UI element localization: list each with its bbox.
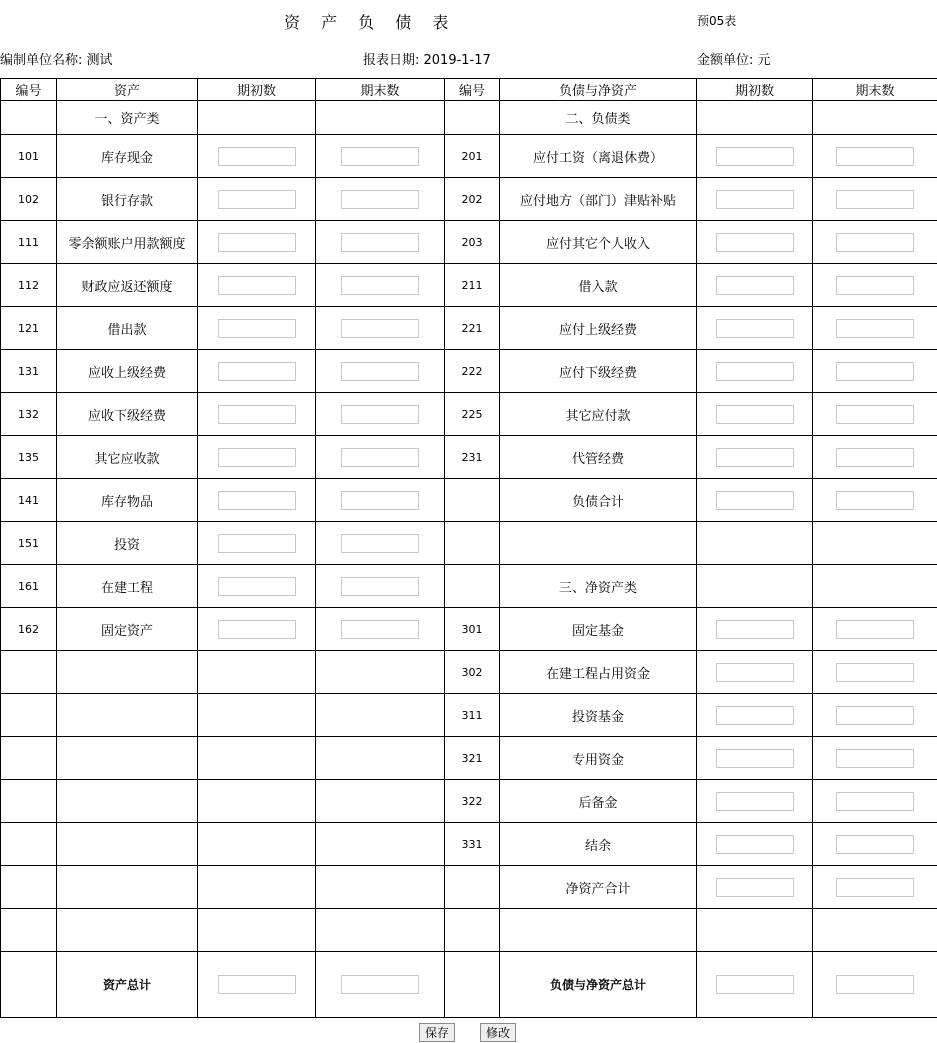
table-row	[1, 909, 937, 952]
liab-name: 应付上级经费	[500, 307, 697, 350]
liab-name: 应付其它个人收入	[500, 221, 697, 264]
asset-code	[1, 780, 57, 823]
cell-empty	[198, 101, 316, 135]
liab-begin-cell	[697, 178, 813, 221]
liab-name: 固定基金	[500, 608, 697, 651]
asset-name: 零余额账户用款额度	[57, 221, 198, 264]
asset-name: 应收上级经费	[57, 350, 198, 393]
table-row	[1, 780, 937, 823]
liab-code: 302	[445, 651, 500, 694]
liab-name: 三、净资产类	[500, 565, 697, 608]
cell-empty	[445, 101, 500, 135]
table-row	[1, 694, 937, 737]
liab-code: 331	[445, 823, 500, 866]
form-number: 预05表	[697, 14, 737, 28]
money-unit: 金额单位: 元	[697, 53, 771, 68]
liab-total-begin-input[interactable]	[716, 975, 794, 994]
liab-begin-input[interactable]	[716, 878, 794, 897]
liab-end-input[interactable]	[836, 706, 914, 725]
liab-begin-cell	[697, 608, 813, 651]
liab-begin-input[interactable]	[716, 233, 794, 252]
col-header-liab-code: 编号	[445, 79, 500, 101]
liab-begin-cell	[697, 651, 813, 694]
liab-code: 231	[445, 436, 500, 479]
asset-begin-input[interactable]	[218, 577, 296, 596]
table-row	[1, 651, 937, 694]
asset-code	[1, 909, 57, 952]
liab-name	[500, 522, 697, 565]
liab-code	[445, 909, 500, 952]
asset-end-cell	[316, 823, 445, 866]
liab-begin-input[interactable]	[716, 491, 794, 510]
unit-name: 编制单位名称: 测试	[0, 53, 113, 68]
liab-begin-input[interactable]	[716, 319, 794, 338]
asset-name	[57, 737, 198, 780]
liab-begin-input[interactable]	[716, 835, 794, 854]
asset-begin-cell	[198, 522, 316, 565]
asset-begin-input[interactable]	[218, 276, 296, 295]
col-header-asset: 资产	[57, 79, 198, 101]
asset-end-cell	[316, 221, 445, 264]
liab-begin-input[interactable]	[716, 405, 794, 424]
liab-end-input[interactable]	[836, 362, 914, 381]
asset-code	[1, 694, 57, 737]
asset-name: 应收下级经费	[57, 393, 198, 436]
asset-begin-cell	[198, 694, 316, 737]
asset-end-cell	[316, 780, 445, 823]
asset-begin-cell	[198, 565, 316, 608]
asset-begin-input[interactable]	[218, 448, 296, 467]
totals-row	[1, 952, 937, 1018]
asset-begin-input[interactable]	[218, 491, 296, 510]
asset-end-input[interactable]	[341, 362, 419, 381]
liab-end-cell	[813, 135, 937, 178]
liab-end-input[interactable]	[836, 276, 914, 295]
table-row	[1, 221, 937, 264]
liab-end-input[interactable]	[836, 620, 914, 639]
asset-end-cell	[316, 307, 445, 350]
liab-begin-input[interactable]	[716, 792, 794, 811]
asset-name: 银行存款	[57, 178, 198, 221]
liab-end-input[interactable]	[836, 448, 914, 467]
liab-begin-input[interactable]	[716, 749, 794, 768]
asset-name: 在建工程	[57, 565, 198, 608]
asset-end-input[interactable]	[341, 405, 419, 424]
asset-code: 101	[1, 135, 57, 178]
liab-begin-input[interactable]	[716, 362, 794, 381]
liab-code: 321	[445, 737, 500, 780]
liab-begin-cell	[697, 135, 813, 178]
liab-end-cell	[813, 393, 937, 436]
asset-name: 库存现金	[57, 135, 198, 178]
modify-button[interactable]: 修改	[480, 1023, 516, 1042]
asset-begin-cell	[198, 307, 316, 350]
asset-begin-input[interactable]	[218, 147, 296, 166]
balance-sheet-table	[0, 78, 937, 1018]
table-row	[1, 436, 937, 479]
liab-end-input[interactable]	[836, 233, 914, 252]
table-row	[1, 307, 937, 350]
liab-name: 后备金	[500, 780, 697, 823]
asset-begin-cell	[198, 221, 316, 264]
section-liabilities: 二、负债类	[500, 101, 697, 135]
liab-name	[500, 909, 697, 952]
liab-code: 202	[445, 178, 500, 221]
asset-end-cell	[316, 479, 445, 522]
liab-begin-cell	[697, 264, 813, 307]
liab-begin-cell	[697, 307, 813, 350]
liab-code	[445, 866, 500, 909]
liab-end-cell	[813, 608, 937, 651]
asset-end-input[interactable]	[341, 319, 419, 338]
liab-end-input[interactable]	[836, 147, 914, 166]
liab-begin-cell	[697, 393, 813, 436]
liab-name: 其它应付款	[500, 393, 697, 436]
liab-end-cell	[813, 350, 937, 393]
cell-empty	[697, 101, 813, 135]
asset-name: 财政应返还额度	[57, 264, 198, 307]
asset-end-cell	[316, 350, 445, 393]
header-row	[1, 79, 937, 101]
asset-begin-cell	[198, 436, 316, 479]
liab-name: 专用资金	[500, 737, 697, 780]
asset-begin-cell	[198, 479, 316, 522]
asset-code	[1, 651, 57, 694]
section-row	[1, 101, 937, 135]
liab-end-cell	[813, 823, 937, 866]
liab-end-cell	[813, 479, 937, 522]
liab-end-cell	[813, 307, 937, 350]
report-title: 资 产 负 债 表	[284, 13, 457, 32]
asset-end-input[interactable]	[341, 620, 419, 639]
asset-end-input[interactable]	[341, 147, 419, 166]
liab-total-label: 负债与净资产总计	[500, 952, 697, 1018]
assets-total-begin-input[interactable]	[218, 975, 296, 994]
liab-end-cell	[813, 522, 937, 565]
liab-end-cell	[813, 565, 937, 608]
liab-begin-input[interactable]	[716, 620, 794, 639]
asset-code: 112	[1, 264, 57, 307]
asset-begin-cell	[198, 651, 316, 694]
col-header-code: 编号	[1, 79, 57, 101]
col-header-liab-end: 期末数	[813, 79, 937, 101]
table-row	[1, 823, 937, 866]
cell-empty	[1, 952, 57, 1018]
liab-end-cell	[813, 221, 937, 264]
asset-end-input[interactable]	[341, 577, 419, 596]
liab-name: 借入款	[500, 264, 697, 307]
liab-begin-input[interactable]	[716, 663, 794, 682]
asset-begin-input[interactable]	[218, 362, 296, 381]
liab-code: 322	[445, 780, 500, 823]
liab-begin-cell	[697, 221, 813, 264]
table-row	[1, 522, 937, 565]
col-header-begin: 期初数	[198, 79, 316, 101]
asset-begin-cell	[198, 393, 316, 436]
assets-total-end-cell	[316, 952, 445, 1018]
liab-end-cell	[813, 264, 937, 307]
cell-empty	[445, 952, 500, 1018]
liab-begin-cell	[697, 909, 813, 952]
liab-begin-input[interactable]	[716, 190, 794, 209]
liab-code: 311	[445, 694, 500, 737]
liab-code: 301	[445, 608, 500, 651]
liab-begin-cell	[697, 694, 813, 737]
asset-end-cell	[316, 565, 445, 608]
table-row	[1, 135, 937, 178]
asset-begin-cell	[198, 909, 316, 952]
liab-begin-cell	[697, 479, 813, 522]
asset-code: 162	[1, 608, 57, 651]
liab-code: 221	[445, 307, 500, 350]
asset-code: 135	[1, 436, 57, 479]
asset-name	[57, 651, 198, 694]
table-row	[1, 479, 937, 522]
asset-end-cell	[316, 264, 445, 307]
asset-code: 111	[1, 221, 57, 264]
liab-total-end-cell	[813, 952, 937, 1018]
asset-begin-cell	[198, 866, 316, 909]
asset-name: 借出款	[57, 307, 198, 350]
asset-code: 102	[1, 178, 57, 221]
asset-code	[1, 866, 57, 909]
asset-end-cell	[316, 651, 445, 694]
asset-name	[57, 866, 198, 909]
liab-end-input[interactable]	[836, 749, 914, 768]
liab-begin-cell	[697, 823, 813, 866]
liab-code	[445, 522, 500, 565]
liab-end-cell	[813, 737, 937, 780]
cell-empty	[1, 101, 57, 135]
asset-begin-cell	[198, 608, 316, 651]
asset-code	[1, 737, 57, 780]
asset-begin-input[interactable]	[218, 233, 296, 252]
asset-begin-input[interactable]	[218, 319, 296, 338]
liab-code	[445, 565, 500, 608]
assets-total-begin-cell	[198, 952, 316, 1018]
liab-end-cell	[813, 651, 937, 694]
asset-end-cell	[316, 522, 445, 565]
action-bar	[0, 1023, 937, 1043]
liab-end-cell	[813, 694, 937, 737]
col-header-end: 期末数	[316, 79, 445, 101]
liab-begin-cell	[697, 866, 813, 909]
save-button[interactable]: 保存	[419, 1023, 455, 1042]
liab-begin-cell	[697, 436, 813, 479]
asset-name	[57, 823, 198, 866]
table-row	[1, 350, 937, 393]
liab-begin-cell	[697, 522, 813, 565]
asset-code: 132	[1, 393, 57, 436]
liab-end-input[interactable]	[836, 319, 914, 338]
assets-total-label: 资产总计	[57, 952, 198, 1018]
liab-name: 在建工程占用资金	[500, 651, 697, 694]
asset-end-input[interactable]	[341, 276, 419, 295]
liab-name: 负债合计	[500, 479, 697, 522]
section-assets: 一、资产类	[57, 101, 198, 135]
asset-end-cell	[316, 436, 445, 479]
liab-end-input[interactable]	[836, 878, 914, 897]
liab-code: 203	[445, 221, 500, 264]
table-row	[1, 565, 937, 608]
liab-end-cell	[813, 178, 937, 221]
liab-end-input[interactable]	[836, 405, 914, 424]
asset-begin-input[interactable]	[218, 405, 296, 424]
cell-empty	[316, 101, 445, 135]
asset-name: 库存物品	[57, 479, 198, 522]
liab-code: 211	[445, 264, 500, 307]
liab-code: 201	[445, 135, 500, 178]
liab-begin-cell	[697, 565, 813, 608]
asset-end-cell	[316, 909, 445, 952]
liab-begin-input[interactable]	[716, 147, 794, 166]
asset-code: 141	[1, 479, 57, 522]
col-header-liab: 负债与净资产	[500, 79, 697, 101]
asset-begin-cell	[198, 823, 316, 866]
asset-end-input[interactable]	[341, 190, 419, 209]
liab-code: 222	[445, 350, 500, 393]
liab-end-cell	[813, 866, 937, 909]
asset-end-cell	[316, 178, 445, 221]
asset-end-input[interactable]	[341, 491, 419, 510]
liab-name: 代管经费	[500, 436, 697, 479]
liab-end-input[interactable]	[836, 663, 914, 682]
asset-begin-cell	[198, 350, 316, 393]
liab-name: 投资基金	[500, 694, 697, 737]
asset-code: 121	[1, 307, 57, 350]
report-date: 报表日期: 2019-1-17	[363, 53, 491, 68]
table-row	[1, 608, 937, 651]
liab-end-input[interactable]	[836, 835, 914, 854]
liab-code	[445, 479, 500, 522]
asset-code: 151	[1, 522, 57, 565]
liab-total-begin-cell	[697, 952, 813, 1018]
asset-end-cell	[316, 608, 445, 651]
asset-name	[57, 780, 198, 823]
table-row	[1, 866, 937, 909]
liab-end-cell	[813, 436, 937, 479]
table-row	[1, 737, 937, 780]
liab-begin-input[interactable]	[716, 276, 794, 295]
liab-begin-cell	[697, 780, 813, 823]
assets-total-end-input[interactable]	[341, 975, 419, 994]
asset-end-cell	[316, 393, 445, 436]
asset-end-input[interactable]	[341, 233, 419, 252]
asset-begin-cell	[198, 737, 316, 780]
liab-end-input[interactable]	[836, 491, 914, 510]
asset-begin-cell	[198, 135, 316, 178]
liab-end-input[interactable]	[836, 190, 914, 209]
asset-end-cell	[316, 866, 445, 909]
asset-name: 其它应收款	[57, 436, 198, 479]
asset-end-cell	[316, 135, 445, 178]
liab-end-cell	[813, 909, 937, 952]
asset-begin-cell	[198, 264, 316, 307]
cell-empty	[813, 101, 937, 135]
asset-name: 固定资产	[57, 608, 198, 651]
asset-code: 131	[1, 350, 57, 393]
asset-end-cell	[316, 694, 445, 737]
table-row	[1, 178, 937, 221]
liab-total-end-input[interactable]	[836, 975, 914, 994]
asset-begin-input[interactable]	[218, 620, 296, 639]
liab-end-cell	[813, 780, 937, 823]
asset-name	[57, 909, 198, 952]
liab-code: 225	[445, 393, 500, 436]
asset-end-cell	[316, 737, 445, 780]
asset-begin-input[interactable]	[218, 190, 296, 209]
liab-begin-input[interactable]	[716, 448, 794, 467]
asset-begin-cell	[198, 780, 316, 823]
liab-begin-input[interactable]	[716, 706, 794, 725]
table-row	[1, 393, 937, 436]
asset-code	[1, 823, 57, 866]
asset-name: 投资	[57, 522, 198, 565]
asset-begin-cell	[198, 178, 316, 221]
liab-name: 应付地方（部门）津贴补贴	[500, 178, 697, 221]
liab-name: 净资产合计	[500, 866, 697, 909]
asset-name	[57, 694, 198, 737]
asset-code: 161	[1, 565, 57, 608]
col-header-liab-begin: 期初数	[697, 79, 813, 101]
asset-end-input[interactable]	[341, 534, 419, 553]
table-row	[1, 264, 937, 307]
liab-end-input[interactable]	[836, 792, 914, 811]
liab-name: 应付下级经费	[500, 350, 697, 393]
liab-name: 应付工资（离退休费）	[500, 135, 697, 178]
liab-name: 结余	[500, 823, 697, 866]
liab-begin-cell	[697, 350, 813, 393]
asset-end-input[interactable]	[341, 448, 419, 467]
liab-begin-cell	[697, 737, 813, 780]
asset-begin-input[interactable]	[218, 534, 296, 553]
